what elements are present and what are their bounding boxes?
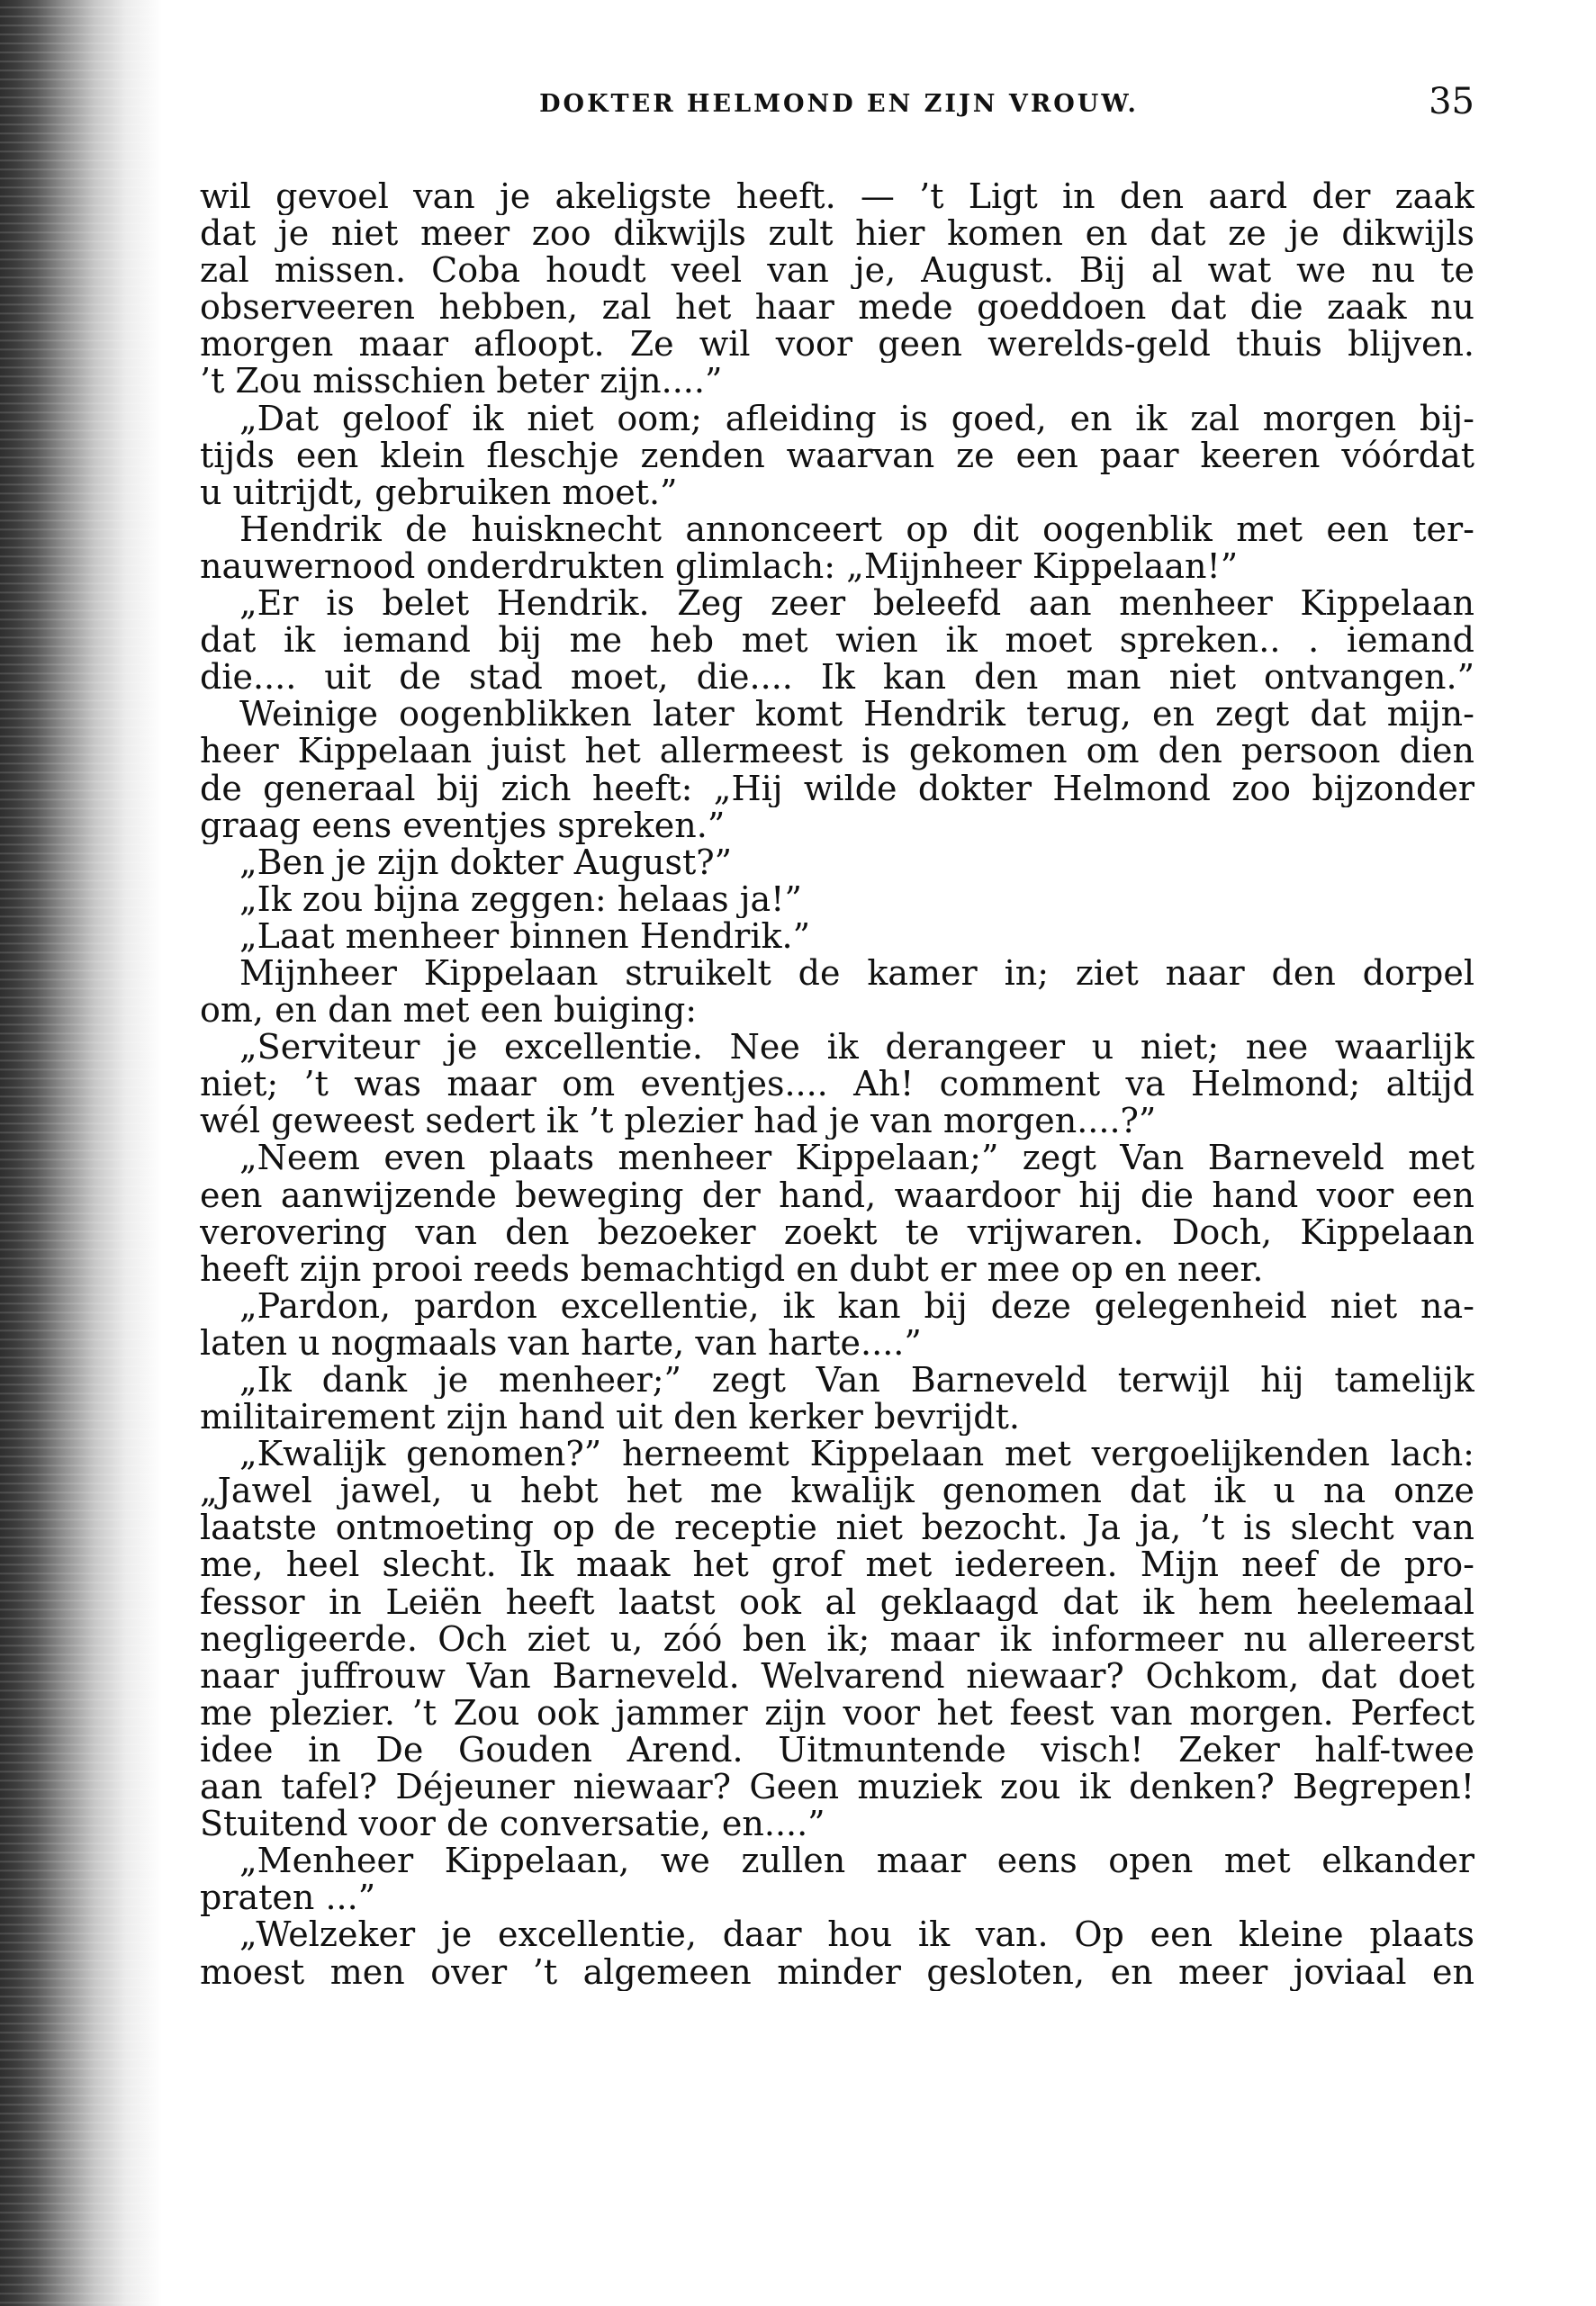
- text-line: „Ik dank je menheer;” zegt Van Barneveld terwijl hij tamelijk: [239, 1362, 1474, 1400]
- text-line: „Ik zou bijna zeggen: helaas ja!”: [239, 880, 802, 918]
- text-line: u uitrijdt, gebruiken moet.”: [200, 473, 678, 511]
- text-line: „Pardon, pardon excellentie, ik kan bij deze gelegenheid niet na-: [239, 1287, 1474, 1325]
- page-number: 35: [1429, 81, 1474, 122]
- text-line: „Er is belet Hendrik. Zeg zeer beleefd aan menheer Kippelaan: [239, 585, 1474, 623]
- text-line: „Dat geloof ik niet oom; afleiding is goed, en ik zal morgen bij-: [239, 400, 1474, 437]
- text-line: niet; ’t was maar om eventjes.... Ah! comment va Helmond; altijd: [200, 1066, 1474, 1103]
- text-line: „Laat menheer binnen Hendrik.”: [239, 917, 811, 955]
- text-line: „Jawel jawel, u hebt het me kwalijk genomen dat ik u na onze: [200, 1473, 1474, 1510]
- text-line: wil gevoel van je akeligste heeft. — ’t Ligt in den aard der zaak: [200, 178, 1474, 216]
- text-line: „Menheer Kippelaan, we zullen maar eens open met elkander: [239, 1842, 1474, 1880]
- text-line: moest men over ’t algemeen minder gesloten, en meer joviaal en: [200, 1953, 1474, 1991]
- text-line: Stuitend voor de conversatie, en....”: [200, 1806, 825, 1843]
- text-line: „Neem even plaats menheer Kippelaan;” zegt Van Barneveld met: [239, 1139, 1474, 1177]
- text-line: de generaal bij zich heeft: „Hij wilde dokter Helmond zoo bijzonder: [200, 770, 1474, 807]
- text-line: me, heel slecht. Ik maak het grof met iedereen. Mijn neef de pro-: [200, 1546, 1474, 1584]
- text-line: ’t Zou misschien beter zijn....”: [200, 363, 723, 401]
- text-line: praten ...”: [200, 1879, 376, 1917]
- text-line: aan tafel? Déjeuner niewaar? Geen muziek zou ik denken? Begrepen!: [200, 1769, 1474, 1806]
- text-line: nauwernood onderdrukten glimlach: „Mijnheer Kippelaan!”: [200, 547, 1239, 586]
- text-line: me plezier. ’t Zou ook jammer zijn voor het feest van morgen. Perfect: [200, 1694, 1474, 1732]
- text-line: dat ik iemand bij me heb met wien ik moet spreken.. . iemand: [200, 622, 1474, 660]
- text-line: Mijnheer Kippelaan struikelt de kamer in; ziet naar den dorpel: [239, 954, 1474, 993]
- text-line: dat je niet meer zoo dikwijls zult hier komen en dat ze je dikwijls: [200, 215, 1474, 253]
- binding-streaks: [0, 0, 180, 2306]
- body-text: [200, 178, 1474, 1991]
- running-title: DOKTER HELMOND EN ZIJN VROUW.: [539, 90, 1139, 118]
- text-line: „Serviteur je excellentie. Nee ik derangeer u niet; nee waarlijk: [239, 1029, 1474, 1067]
- text-line: om, en dan met een buiging:: [200, 992, 698, 1030]
- text-line: Hendrik de huisknecht annonceert op dit oogenblik met een ter-: [239, 510, 1474, 548]
- text-line: „Welzeker je excellentie, daar hou ik van. Op een kleine plaats: [239, 1916, 1474, 1954]
- text-line: verovering van den bezoeker zoekt te vrijwaren. Doch, Kippelaan: [200, 1213, 1474, 1251]
- text-line: tijds een klein fleschje zenden waarvan ze een paar keeren vóórdat: [200, 437, 1474, 474]
- text-line: militairement zijn hand uit den kerker bevrijdt.: [200, 1399, 1020, 1437]
- page-header: [203, 79, 1474, 124]
- text-line: „Ben je zijn dokter August?”: [239, 843, 733, 881]
- text-line: laten u nogmaals van harte, van harte....”: [200, 1324, 922, 1362]
- text-line: fessor in Leiën heeft laatst ook al geklaagd dat ik hem heelemaal: [200, 1583, 1474, 1621]
- text-line: observeeren hebben, zal het haar mede goeddoen dat die zaak nu: [200, 289, 1474, 327]
- text-line: heer Kippelaan juist het allermeest is gekomen om den persoon dien: [200, 733, 1474, 770]
- text-line: heeft zijn prooi reeds bemachtigd en dubt er mee op en neer.: [200, 1250, 1264, 1288]
- text-line: die.... uit de stad moet, die.... Ik kan den man niet ontvangen.”: [200, 659, 1474, 697]
- text-line: idee in De Gouden Arend. Uitmuntende visch! Zeker half-twee: [200, 1731, 1474, 1770]
- text-line: laatste ontmoeting op de receptie niet bezocht. Ja ja, ’t is slecht van: [200, 1509, 1474, 1547]
- text-line: naar juffrouw Van Barneveld. Welvarend niewaar? Ochkom, dat doet: [200, 1657, 1474, 1695]
- text-line: Weinige oogenblikken later komt Hendrik terug, en zegt dat mijn-: [239, 696, 1474, 734]
- text-line: zal missen. Coba houdt veel van je, August. Bij al wat we nu te: [200, 252, 1474, 290]
- text-line: wél geweest sedert ik ’t plezier had je van morgen....?”: [200, 1103, 1157, 1140]
- text-line: een aanwijzende beweging der hand, waardoor hij die hand voor een: [200, 1176, 1474, 1214]
- text-line: „Kwalijk genomen?” herneemt Kippelaan met vergoelijkenden lach:: [239, 1436, 1474, 1473]
- text-line: graag eens eventjes spreken.”: [200, 806, 726, 844]
- text-line: negligeerde. Och ziet u, zóó ben ik; maar ik informeer nu allereerst: [200, 1620, 1474, 1658]
- text-line: morgen maar afloopt. Ze wil voor geen werelds-geld thuis blijven.: [200, 326, 1474, 364]
